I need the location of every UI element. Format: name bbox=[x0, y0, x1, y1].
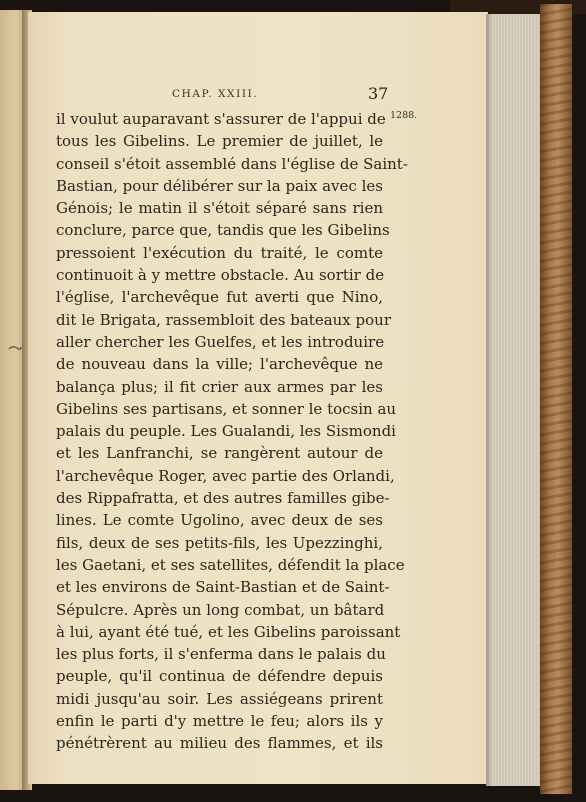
text-line: les Gaetani, et ses satellites, défendit la place bbox=[56, 555, 405, 574]
margin-mark-icon bbox=[8, 344, 22, 352]
text-line: l'archevêque Roger, avec partie des Orlandi, bbox=[56, 466, 395, 485]
running-header: CHAP. XXIII. bbox=[172, 88, 259, 100]
text-line: il voulut auparavant s'assurer de l'appui de bbox=[56, 110, 386, 128]
text-line: dit le Brigata, rassembloit des bateaux pour bbox=[56, 310, 392, 329]
text-line: pénétrèrent au milieu des flammes, et ils bbox=[56, 734, 383, 753]
text-line: tous les Gibelins. Le premier de juillet, le bbox=[56, 132, 383, 151]
cover-texture bbox=[540, 4, 572, 794]
text-line: palais du peuple. Les Gualandi, les Sismondi bbox=[56, 422, 396, 441]
text-line: conclure, parce que, tandis que les Gibelins bbox=[56, 221, 390, 240]
text-line: et les environs de Saint-Bastian et de Saint- bbox=[56, 578, 390, 597]
text-line: midi jusqu'au soir. Les assiégeans prirent bbox=[56, 689, 383, 708]
text-line: Génois; le matin il s'étoit séparé sans rien bbox=[56, 199, 383, 218]
text-line: de nouveau dans la ville; l'archevêque ne bbox=[56, 355, 383, 374]
page-stack-edges bbox=[486, 14, 542, 786]
text-line: continuoit à y mettre obstacle. Au sortir de bbox=[56, 266, 385, 285]
text-line: conseil s'étoit assemblé dans l'église de Saint- bbox=[56, 154, 408, 173]
text-line: à lui, ayant été tué, et les Gibelins paroissant bbox=[56, 622, 401, 641]
text-line: Bastian, pour délibérer sur la paix avec les bbox=[56, 176, 383, 195]
text-line: peuple, qu'il continua de défendre depuis bbox=[56, 667, 383, 686]
text-line: et les Lanfranchi, se rangèrent autour de bbox=[56, 444, 383, 463]
text-line: aller chercher les Guelfes, et les introduire bbox=[56, 332, 385, 351]
text-line: lines. Le comte Ugolino, avec deux de ses bbox=[56, 511, 383, 530]
text-line: l'église, l'archevêque fut averti que Nino, bbox=[56, 288, 383, 307]
page-edge-shadow bbox=[486, 14, 492, 786]
text-line: les plus forts, il s'enferma dans le palais du bbox=[56, 645, 386, 664]
margin-date: 1288. bbox=[390, 110, 418, 121]
page-number: 37 bbox=[368, 84, 389, 103]
text-line: fils, deux de ses petits-fils, les Upezzinghi, bbox=[56, 533, 383, 552]
text-line: enfin le parti d'y mettre le feu; alors ils y bbox=[56, 712, 383, 731]
text-line: balança plus; il fit crier aux armes par les bbox=[56, 377, 383, 396]
text-line: des Rippafratta, et des autres familles gibe- bbox=[56, 489, 390, 508]
text-line: Gibelins ses partisans, et sonner le tocsin au bbox=[56, 399, 397, 418]
text-line: pressoient l'exécution du traité, le comte bbox=[56, 243, 383, 262]
text-line: Sépulcre. Après un long combat, un bâtard bbox=[56, 600, 385, 619]
